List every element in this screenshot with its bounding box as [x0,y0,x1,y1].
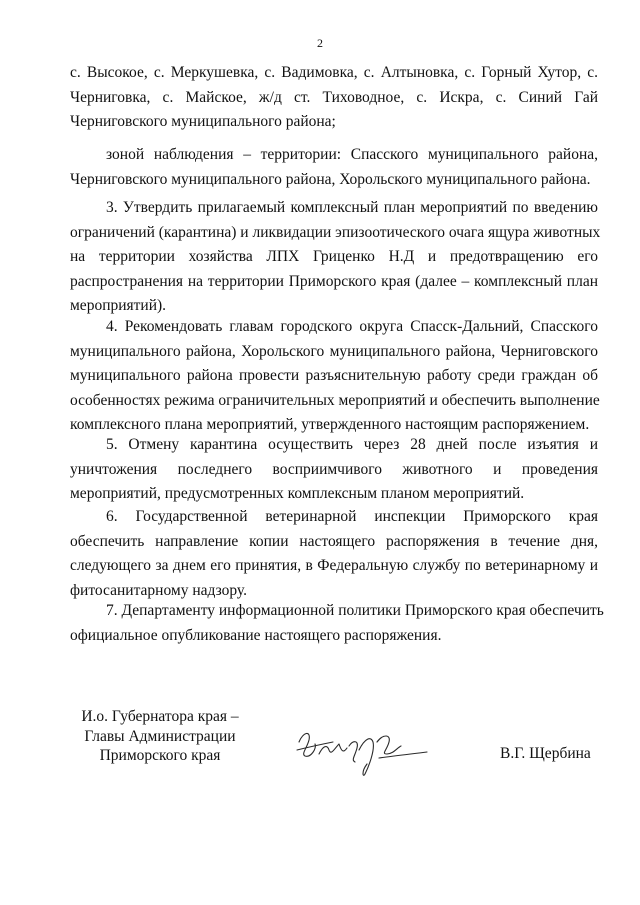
text-line: муниципального района, Хорольского муниципального района, Черниговского [70,342,598,360]
text-line: 7. Департаменту информационной политики Приморского края обеспечить [106,602,604,619]
signatory-title-line: Главы Администрации [84,727,236,745]
paragraph-5 [70,433,598,507]
paragraph-6 [70,505,598,603]
text-line: на территории хозяйства ЛПХ Гриценко Н.Д и предотвращению его [70,248,598,266]
text-line: мероприятий). [70,297,167,315]
paragraph-4 [70,315,598,438]
text-line: 6. Государственной ветеринарной инспекции Приморского края [106,508,598,525]
text-line: фитосанитарному надзору. [70,581,248,599]
signatory-name: В.Г. Щербина [500,745,591,762]
text-line: 5. Отмену карантина осуществить через 28 дней после изъятия и [106,436,598,453]
handwritten-signature [293,720,433,780]
paragraph-2 [70,143,598,192]
paragraph-1 [70,61,598,135]
text-line: 4. Рекомендовать главам городского округа Спасск-Дальний, Спасского [106,318,598,335]
signatory-title-line: Приморского края [99,747,221,764]
text-line: муниципального района провести разъяснительную работу среди граждан об [70,367,598,385]
text-line: уничтожения последнего восприимчивого животного и проведения [70,460,598,478]
paragraph-7 [70,599,604,648]
page-number: 2 [317,36,323,50]
text-line: Черниговка, с. Майское, ж/д ст. Тиховодное, с. Искра, с. Синий Гай [70,88,598,106]
text-line: ограничений (карантина) и ликвидации эпизоотического очага ящура животных [70,223,601,241]
text-line: 3. Утвердить прилагаемый комплексный план мероприятий по введению [106,199,598,216]
text-line: с. Высокое, с. Меркушевка, с. Вадимовка, с. Алтыновка, с. Горный Хутор, с. [70,64,598,81]
text-line: официальное опубликование настоящего распоряжения. [70,626,442,644]
paragraph-3 [70,196,601,319]
text-line: особенностях режима ограничительных мероприятий и обеспечить выполнение [70,391,600,409]
signatory-title-line: И.о. Губернатора края – [81,708,239,725]
text-line: комплексного плана мероприятий, утвержденного настоящим распоряжением. [70,416,590,434]
signatory-title [60,707,260,766]
text-line: Черниговского муниципального района, Хорольского муниципального района. [70,170,591,188]
text-line: зоной наблюдения – территории: Спасского муниципального района, [106,146,598,163]
text-line: мероприятий, предусмотренных комплексным планом мероприятий. [70,485,525,503]
text-line: обеспечить направление копии настоящего распоряжения в течение дня, [70,532,598,550]
text-line: Черниговского муниципального района; [70,113,336,131]
text-line: распространения на территории Приморского края (далее – комплексный план [70,272,598,290]
text-line: следующего за днем его принятия, в Федеральную службу по ветеринарному и [70,557,598,575]
